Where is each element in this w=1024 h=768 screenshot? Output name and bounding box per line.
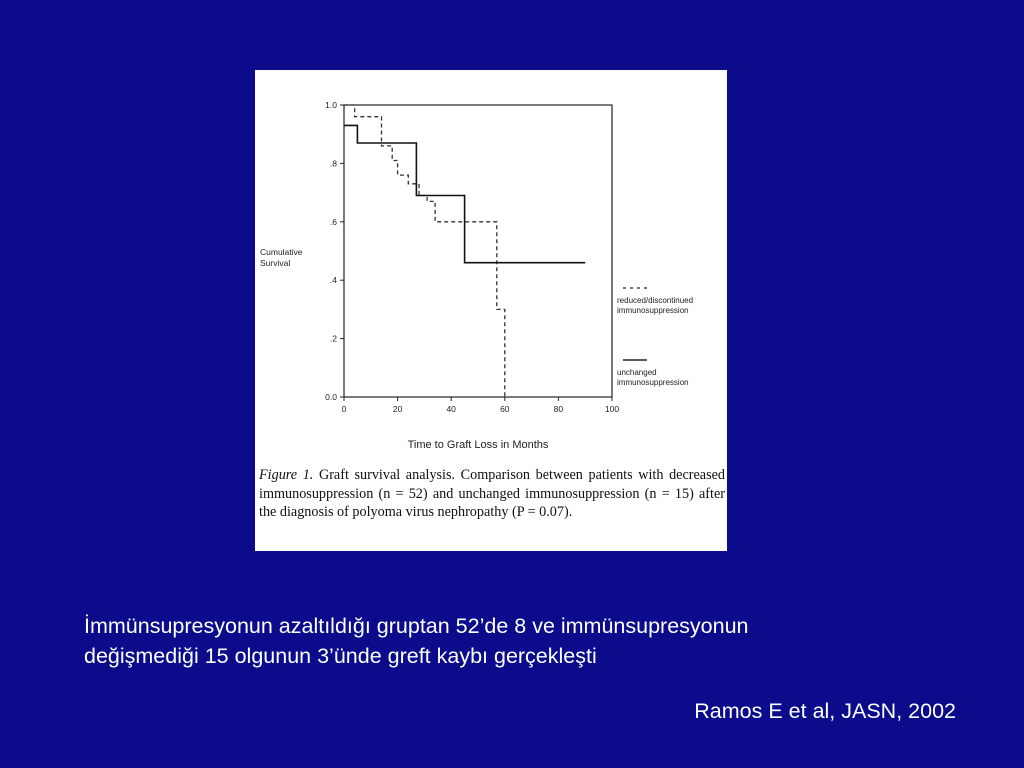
x-tick-label: 40: [446, 404, 456, 414]
y-tick-label: .8: [329, 158, 337, 169]
body-line-2: değişmediği 15 olgunun 3’ünde greft kaybı gerçekleşti: [84, 644, 597, 668]
legend-label-1: immunosuppression: [617, 306, 689, 315]
y-tick-label: .6: [329, 216, 337, 227]
figure-panel: [255, 70, 727, 551]
x-tick-label: 20: [392, 404, 403, 414]
legend-label-1: reduced/discontinued: [617, 296, 694, 305]
series-line-1: [344, 105, 505, 397]
legend-label-2: unchanged: [617, 368, 657, 377]
body-line-1: İmmünsupresyonun azaltıldığı gruptan 52’de 8 ve immünsupresyonun: [84, 614, 749, 638]
series-line-2: [344, 125, 585, 262]
slide-body-text: [84, 611, 944, 671]
y-tick-label: .4: [329, 275, 337, 286]
x-tick-label: 0: [341, 404, 347, 414]
y-axis-label: Survival: [260, 258, 291, 268]
caption-label: Figure 1.: [259, 467, 314, 483]
caption-text: Graft survival analysis. Comparison between patients with decreased immunosuppression (n = 52) and unchanged immunosuppression (n = 15) after the diagnosis of polyoma virus nephropathy (P = 0.07).: [259, 467, 725, 520]
plot-frame: [344, 105, 612, 397]
x-tick-label: 60: [500, 404, 510, 414]
figure-caption: [259, 466, 725, 522]
y-tick-label: .2: [329, 333, 337, 344]
survival-chart: [255, 70, 727, 470]
x-tick-label: 80: [553, 404, 564, 414]
y-tick-label: 0.0: [325, 392, 337, 402]
y-tick-label: 1.0: [325, 100, 337, 110]
legend-label-2: immunosuppression: [617, 378, 689, 387]
y-axis-label: Cumulative: [260, 247, 303, 257]
x-tick-label: 100: [604, 404, 620, 414]
citation: Ramos E et al, JASN, 2002: [694, 699, 956, 723]
x-axis-label: Time to Graft Loss in Months: [407, 439, 549, 451]
